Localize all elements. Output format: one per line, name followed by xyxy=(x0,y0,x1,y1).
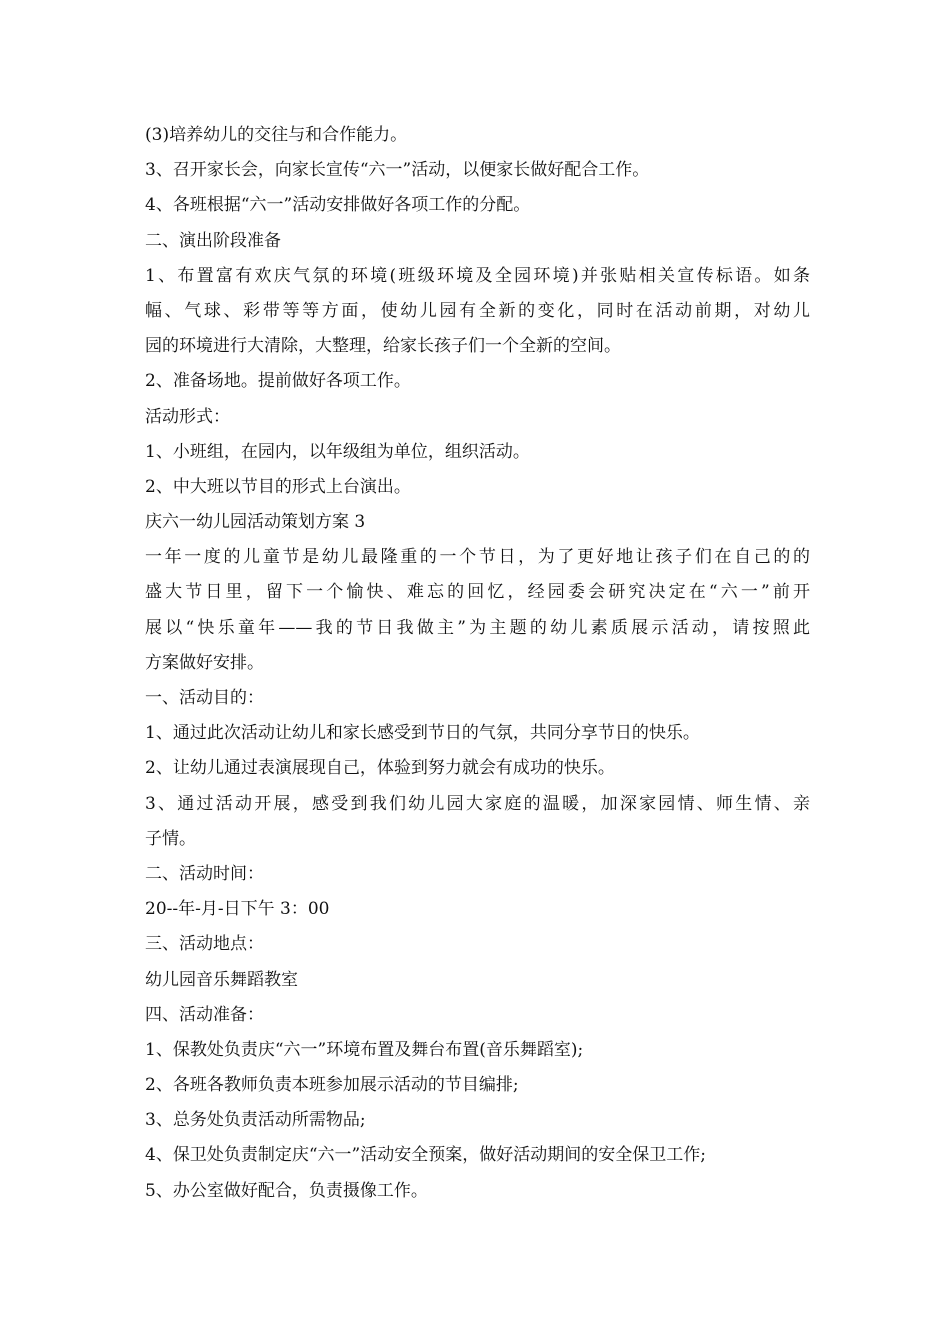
paragraph-line: 3、召开家长会，向家长宣传“六一”活动，以便家长做好配合工作。 xyxy=(145,160,650,181)
paragraph-line: 4、各班根据“六一”活动安排做好各项工作的分配。 xyxy=(145,195,531,216)
paragraph-line: 方案做好安排。 xyxy=(145,652,264,673)
paragraph-line: 2、中大班以节目的形式上台演出。 xyxy=(145,476,411,497)
paragraph-line: 1、保教处负责庆“六一”环境布置及舞台布置(音乐舞蹈室); xyxy=(145,1039,584,1060)
document-body xyxy=(145,118,810,1209)
paragraph-line: 5、办公室做好配合，负责摄像工作。 xyxy=(145,1180,428,1201)
paragraph-line: 3、总务处负责活动所需物品; xyxy=(145,1110,366,1131)
paragraph-line: 一、活动目的： xyxy=(145,688,264,708)
paragraph-line: 四、活动准备： xyxy=(145,1004,264,1025)
paragraph-line: 1、布置富有欢庆气氛的环境(班级环境及全园环境)并张贴相关宣传标语。如条 xyxy=(145,265,810,286)
paragraph-line: 2、准备场地。提前做好各项工作。 xyxy=(145,371,411,392)
paragraph-line: 20--年-月-日下午 3：00 xyxy=(145,899,330,920)
paragraph-line: 一年一度的儿童节是幼儿最隆重的一个节日，为了更好地让孩子们在自己的的 xyxy=(145,547,810,568)
paragraph-line: 子情。 xyxy=(145,828,196,849)
paragraph-line: 1、通过此次活动让幼儿和家长感受到节日的气氛，共同分享节日的快乐。 xyxy=(145,723,700,744)
paragraph-line: 3、通过活动开展，感受到我们幼儿园大家庭的温暖，加深家园情、师生情、亲 xyxy=(145,793,810,814)
paragraph-line: 二、演出阶段准备 xyxy=(145,230,281,251)
paragraph-line: 二、活动时间： xyxy=(145,863,264,884)
paragraph-line: (3)培养幼儿的交往与和合作能力。 xyxy=(145,125,408,145)
paragraph-line: 活动形式： xyxy=(145,406,230,427)
paragraph-line: 盛大节日里，留下一个愉快、难忘的回忆，经园委会研究决定在“六一”前开 xyxy=(145,582,810,603)
paragraph-line: 庆六一幼儿园活动策划方案 3 xyxy=(145,512,366,533)
paragraph-line: 三、活动地点： xyxy=(145,934,264,955)
paragraph-line: 幅、气球、彩带等等方面，使幼儿园有全新的变化，同时在活动前期，对幼儿 xyxy=(145,300,810,321)
paragraph-line: 展以“快乐童年——我的节日我做主”为主题的幼儿素质展示活动，请按照此 xyxy=(145,617,810,638)
paragraph-line: 2、各班各教师负责本班参加展示活动的节目编排; xyxy=(145,1075,519,1096)
paragraph-line: 幼儿园音乐舞蹈教室 xyxy=(145,969,298,990)
paragraph-line: 2、让幼儿通过表演展现自己，体验到努力就会有成功的快乐。 xyxy=(145,758,615,779)
paragraph-line: 1、小班组，在园内，以年级组为单位，组织活动。 xyxy=(145,441,530,462)
document-page xyxy=(145,118,810,1209)
paragraph-line: 园的环境进行大清除，大整理，给家长孩子们一个全新的空间。 xyxy=(145,336,621,357)
paragraph-line: 4、保卫处负责制定庆“六一”活动安全预案，做好活动期间的安全保卫工作; xyxy=(145,1145,706,1166)
